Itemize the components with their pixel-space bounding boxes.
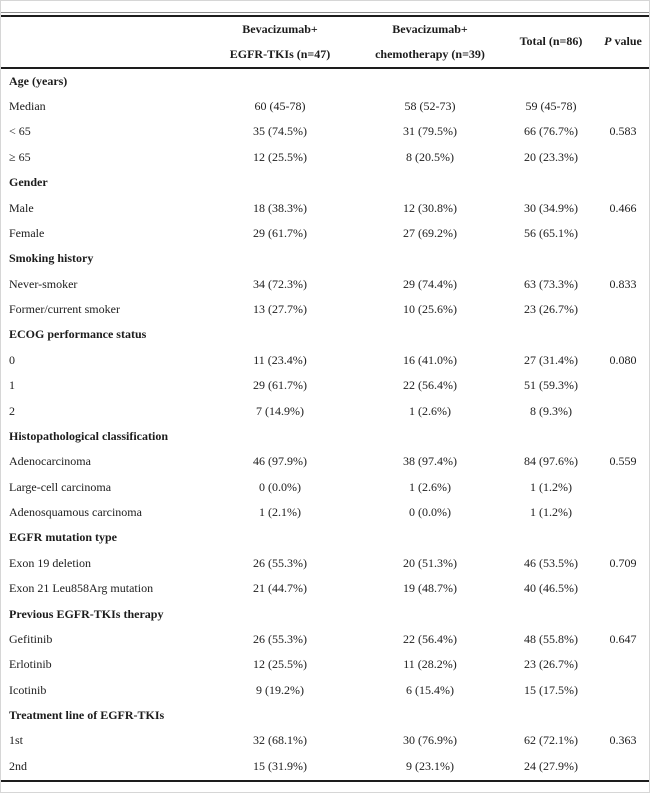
section-row (1, 703, 649, 728)
section-row (1, 322, 649, 347)
table-row (1, 145, 649, 170)
cell-egfr-tkis: 60 (45-78) (254, 99, 306, 114)
row-label: Adenocarcinoma (9, 454, 91, 469)
row-label: Exon 21 Leu858Arg mutation (9, 581, 154, 596)
cell-egfr-tkis: 12 (25.5%) (253, 149, 307, 164)
cell-total: 1 (1.2%) (530, 505, 572, 520)
cell-chemotherapy: 6 (15.4%) (406, 682, 454, 697)
header-group2-line1: Bevacizumab+ (392, 21, 468, 36)
cell-egfr-tkis: 18 (38.3%) (253, 200, 307, 215)
table-row (1, 500, 649, 525)
table-body (1, 69, 649, 780)
cell-total: 46 (53.5%) (524, 555, 578, 570)
cell-chemotherapy: 11 (28.2%) (403, 657, 457, 672)
cell-chemotherapy: 30 (76.9%) (403, 733, 457, 748)
header-p-value (597, 34, 649, 49)
cell-total: 30 (34.9%) (524, 200, 578, 215)
cell-egfr-tkis: 32 (68.1%) (253, 733, 307, 748)
row-label: Smoking history (9, 251, 94, 266)
cell-chemotherapy: 12 (30.8%) (403, 200, 457, 215)
cell-egfr-tkis: 35 (74.5%) (253, 124, 307, 139)
row-label: Treatment line of EGFR-TKIs (9, 708, 165, 723)
row-label: ≥ 65 (9, 149, 31, 164)
header-total: Total (n=86) (519, 34, 583, 48)
cell-total: 24 (27.9%) (524, 758, 578, 773)
cell-egfr-tkis: 11 (23.4%) (253, 352, 307, 367)
cell-p-value: 0.363 (609, 733, 637, 748)
cell-egfr-tkis: 13 (27.7%) (253, 302, 307, 317)
cell-chemotherapy: 10 (25.6%) (403, 302, 457, 317)
section-row (1, 246, 649, 271)
header-group1-line2: EGFR-TKIs (n=47) (229, 46, 331, 61)
cell-p-value: 0.466 (609, 200, 637, 215)
cell-chemotherapy: 29 (74.4%) (403, 276, 457, 291)
cell-chemotherapy: 58 (52-73) (404, 99, 456, 114)
cell-total: 48 (55.8%) (524, 631, 578, 646)
row-label: Icotinib (9, 682, 47, 697)
table-row (1, 728, 649, 753)
cell-egfr-tkis: 1 (2.1%) (259, 505, 301, 520)
section-row (1, 69, 649, 94)
table-row (1, 398, 649, 423)
cell-p-value: 0.080 (609, 352, 637, 367)
cell-egfr-tkis: 34 (72.3%) (253, 276, 307, 291)
cell-chemotherapy: 22 (56.4%) (403, 631, 457, 646)
cell-total: 27 (31.4%) (524, 352, 578, 367)
cell-chemotherapy: 27 (69.2%) (403, 225, 457, 240)
row-label: 1st (9, 733, 24, 748)
table-row (1, 373, 649, 398)
cell-chemotherapy: 22 (56.4%) (403, 378, 457, 393)
cell-chemotherapy: 19 (48.7%) (403, 581, 457, 596)
cell-total: 23 (26.7%) (524, 302, 578, 317)
section-row (1, 424, 649, 449)
cell-chemotherapy: 20 (51.3%) (403, 555, 457, 570)
row-label: 2nd (9, 758, 27, 773)
cell-total: 62 (72.1%) (524, 733, 578, 748)
table-header-row (1, 17, 649, 67)
cell-total: 15 (17.5%) (524, 682, 578, 697)
row-label: Exon 19 deletion (9, 555, 91, 570)
cell-egfr-tkis: 12 (25.5%) (253, 657, 307, 672)
cell-chemotherapy: 31 (79.5%) (403, 124, 457, 139)
cell-chemotherapy: 8 (20.5%) (406, 149, 454, 164)
cell-total: 8 (9.3%) (530, 403, 572, 418)
cell-chemotherapy: 1 (2.6%) (409, 479, 451, 494)
cell-egfr-tkis: 15 (31.9%) (253, 758, 307, 773)
table-row (1, 195, 649, 220)
row-label: Female (9, 225, 45, 240)
table-row (1, 348, 649, 373)
bottom-rule (1, 780, 649, 782)
cell-egfr-tkis: 0 (0.0%) (259, 479, 301, 494)
cell-p-value: 0.647 (609, 631, 637, 646)
cell-total: 56 (65.1%) (524, 225, 578, 240)
row-label: Adenosquamous carcinoma (9, 505, 142, 520)
cell-total: 40 (46.5%) (524, 581, 578, 596)
cell-egfr-tkis: 7 (14.9%) (256, 403, 304, 418)
table-row (1, 475, 649, 500)
row-label: Male (9, 200, 34, 215)
cell-p-value: 0.709 (609, 555, 637, 570)
row-label: Never-smoker (9, 276, 78, 291)
row-label: Previous EGFR-TKIs therapy (9, 606, 164, 621)
table-row (1, 678, 649, 703)
table-row (1, 627, 649, 652)
cell-egfr-tkis: 9 (19.2%) (256, 682, 304, 697)
row-label: 0 (9, 352, 15, 367)
header-group1-line1: Bevacizumab+ (242, 21, 318, 36)
row-label: < 65 (9, 124, 31, 139)
cell-p-value: 0.559 (609, 454, 637, 469)
section-row (1, 525, 649, 550)
p-value-rest: value (611, 34, 642, 48)
header-group2-line2: chemotherapy (n=39) (375, 46, 485, 61)
cell-egfr-tkis: 46 (97.9%) (253, 454, 307, 469)
cell-total: 20 (23.3%) (524, 149, 578, 164)
cell-egfr-tkis: 26 (55.3%) (253, 631, 307, 646)
cell-total: 59 (45-78) (525, 99, 577, 114)
cell-chemotherapy: 0 (0.0%) (409, 505, 451, 520)
table-row (1, 576, 649, 601)
header-group-chemotherapy (355, 17, 505, 67)
table-row (1, 221, 649, 246)
table-row (1, 94, 649, 119)
cell-p-value: 0.583 (609, 124, 637, 139)
cell-total: 1 (1.2%) (530, 479, 572, 494)
row-label: EGFR mutation type (9, 530, 117, 545)
table-row (1, 754, 649, 779)
cell-total: 63 (73.3%) (524, 276, 578, 291)
cell-egfr-tkis: 29 (61.7%) (253, 225, 307, 240)
table-row (1, 449, 649, 474)
row-label: ECOG performance status (9, 327, 147, 342)
cell-egfr-tkis: 21 (44.7%) (253, 581, 307, 596)
table-row (1, 551, 649, 576)
row-label: Gefitinib (9, 631, 53, 646)
cell-total: 84 (97.6%) (524, 454, 578, 469)
cell-egfr-tkis: 29 (61.7%) (253, 378, 307, 393)
cell-total: 51 (59.3%) (524, 378, 578, 393)
row-label: Age (years) (9, 73, 68, 88)
row-label: 1 (9, 378, 15, 393)
table-row (1, 272, 649, 297)
cell-total: 66 (76.7%) (524, 124, 578, 139)
table-row (1, 652, 649, 677)
cell-chemotherapy: 1 (2.6%) (409, 403, 451, 418)
cell-chemotherapy: 9 (23.1%) (406, 758, 454, 773)
row-label: Gender (9, 175, 48, 190)
row-label: 2 (9, 403, 15, 418)
table-row (1, 297, 649, 322)
row-label: Large-cell carcinoma (9, 479, 112, 494)
row-label: Histopathological classification (9, 428, 168, 443)
row-label: Median (9, 99, 46, 114)
cell-chemotherapy: 16 (41.0%) (403, 352, 457, 367)
table-row (1, 119, 649, 144)
section-row (1, 170, 649, 195)
row-label: Former/current smoker (9, 302, 120, 317)
cell-chemotherapy: 38 (97.4%) (403, 454, 457, 469)
cell-total: 23 (26.7%) (524, 657, 578, 672)
section-row (1, 601, 649, 626)
cell-egfr-tkis: 26 (55.3%) (253, 555, 307, 570)
cell-p-value: 0.833 (609, 276, 637, 291)
row-label: Erlotinib (9, 657, 52, 672)
p-value-italic-p: P (604, 34, 612, 48)
header-group-egfr-tkis (205, 17, 355, 67)
